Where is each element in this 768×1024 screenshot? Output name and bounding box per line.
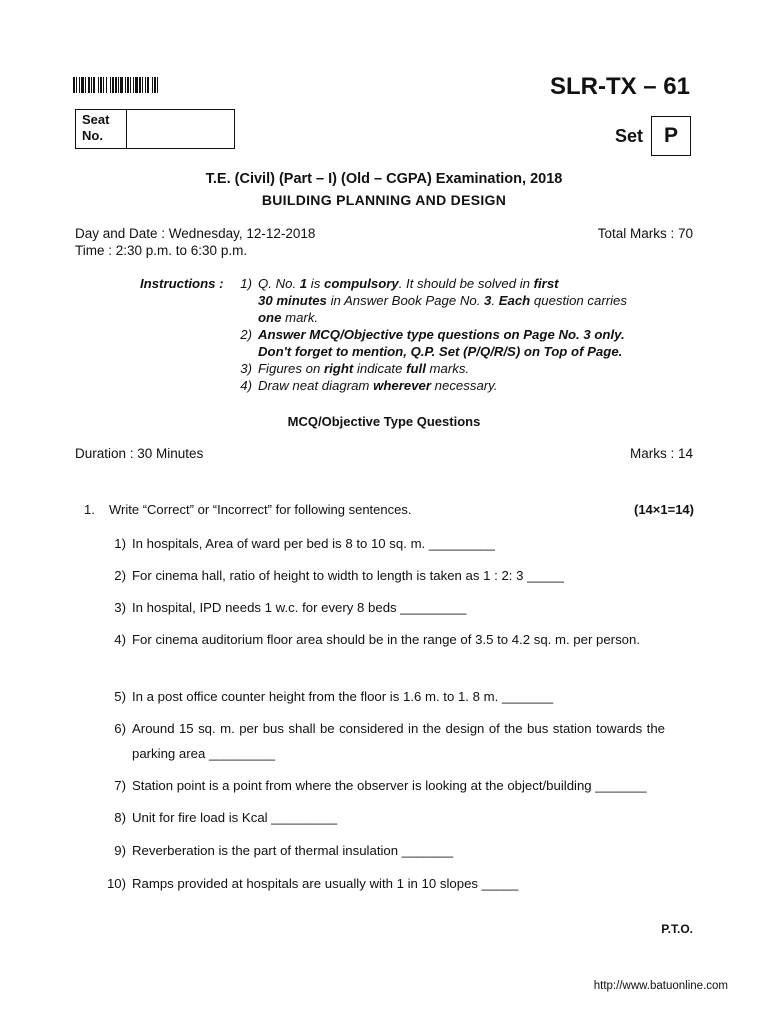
set-indicator	[615, 116, 691, 156]
list-item	[100, 838, 665, 863]
page-turn-note: P.T.O.	[661, 922, 693, 936]
list-item	[100, 595, 665, 620]
section-marks: Marks : 14	[629, 446, 693, 461]
barcode	[73, 77, 203, 93]
list-item	[100, 871, 665, 896]
item-text: Around 15 sq. m. per bus shall be considered in the design of the bus station towards the parking area _________	[132, 721, 665, 761]
item-number: 9)	[114, 843, 126, 858]
instructions-label: Instructions :	[140, 276, 224, 291]
subject-title: BUILDING PLANNING AND DESIGN	[261, 192, 507, 208]
seat-number-field[interactable]	[127, 110, 234, 148]
set-label: Set	[614, 125, 643, 146]
item-number: 3)	[114, 600, 126, 615]
question-number: 1.	[84, 502, 95, 517]
instruction-3: Figures on right indicate full marks.	[258, 361, 470, 376]
seat-number-box	[75, 109, 235, 149]
seat-label-line1: Seat	[82, 112, 110, 127]
exam-title: T.E. (Civil) (Part – I) (Old – CGPA) Examination, 2018	[205, 171, 563, 187]
item-number: 4)	[114, 632, 126, 647]
day-date: Day and Date : Wednesday, 12-12-2018	[75, 226, 316, 241]
question-text: Write “Correct” or “Incorrect” for following sentences.	[109, 502, 412, 517]
item-number: 5)	[114, 689, 126, 704]
paper-code: SLR-TX – 61	[549, 73, 690, 100]
instruction-number: 2)	[240, 327, 252, 342]
item-number: 8)	[114, 810, 126, 825]
list-item	[100, 563, 665, 588]
item-number: 2)	[114, 568, 126, 583]
instruction-number: 3)	[240, 361, 252, 376]
instruction-number: 4)	[240, 378, 252, 393]
item-text: Ramps provided at hospitals are usually with 1 in 10 slopes _____	[132, 876, 519, 891]
instruction-4: Draw neat diagram wherever necessary.	[258, 378, 498, 393]
item-number: 1)	[114, 536, 126, 551]
list-item	[100, 716, 665, 766]
seat-label-line2: No.	[82, 128, 103, 143]
section-heading: MCQ/Objective Type Questions	[287, 414, 481, 429]
item-number: 6)	[114, 721, 126, 736]
total-marks: Total Marks : 70	[597, 226, 693, 241]
item-text: In hospitals, Area of ward per bed is 8 to 10 sq. m. _________	[132, 536, 495, 551]
instruction-number: 1)	[240, 276, 252, 291]
section-duration: Duration : 30 Minutes	[75, 446, 204, 461]
item-text: Station point is a point from where the observer is looking at the object/building _______	[132, 778, 647, 793]
item-text: For cinema auditorium floor area should be in the range of 3.5 to 4.2 sq. m. per person.	[132, 632, 641, 647]
seat-label	[76, 110, 127, 148]
question-1	[84, 502, 694, 517]
item-text: For cinema hall, ratio of height to width to length is taken as 1 : 2: 3 _____	[132, 568, 564, 583]
list-item	[100, 773, 665, 798]
instruction-1: Q. No. 1 is compulsory. It should be solved in first 30 minutes in Answer Book Page No. 3. Each question carries one mark.	[258, 276, 627, 325]
instruction-2: Answer MCQ/Objective type questions on Page No. 3 only. Don't forget to mention, Q.P. Set (P/Q/R/S) on Top of Page.	[258, 327, 625, 359]
item-text: In hospital, IPD needs 1 w.c. for every 8 beds _________	[132, 600, 467, 615]
item-text: Unit for fire load is Kcal _________	[132, 810, 338, 825]
list-item	[100, 805, 665, 830]
item-text: Reverberation is the part of thermal insulation _______	[132, 843, 454, 858]
question-marks: (14×1=14)	[634, 502, 694, 517]
list-item	[100, 684, 665, 709]
set-value-box: P	[651, 116, 691, 156]
item-number: 10)	[106, 876, 126, 891]
item-number: 7)	[114, 778, 126, 793]
list-item	[100, 627, 665, 652]
exam-time: Time : 2:30 p.m. to 6:30 p.m.	[75, 243, 248, 258]
item-text: In a post office counter height from the floor is 1.6 m. to 1. 8 m. _______	[132, 689, 554, 704]
source-url: http://www.batuonline.com	[593, 980, 728, 992]
instructions	[140, 275, 678, 394]
list-item	[100, 531, 665, 556]
